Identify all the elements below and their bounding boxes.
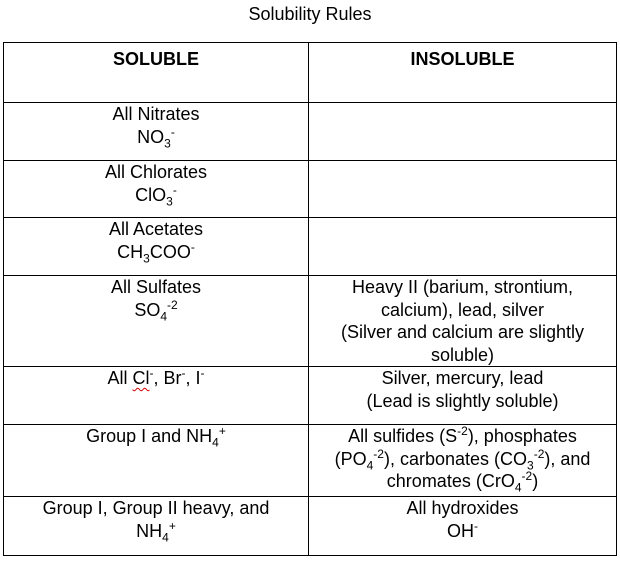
table-row (4, 218, 617, 276)
table-row (4, 161, 617, 218)
soluble-cell-nitrates (4, 103, 309, 161)
halides-insoluble-line: Silver, mercury, lead (381, 368, 544, 388)
insoluble-cell-group12 (309, 497, 617, 556)
soluble-cell-group12 (4, 497, 309, 556)
acetates-formula: $CH_3COO^-$ (117, 239, 195, 266)
chlorates-name: All Chlorates (104, 162, 208, 182)
nitrates-name: All Nitrates (112, 104, 200, 124)
halides-formula: All Cl-, Br-, I- (107, 366, 205, 388)
table-row (4, 103, 617, 161)
table-header-row (4, 43, 617, 103)
group12-insoluble-line: All hydroxides (406, 498, 519, 518)
sulfates-insoluble-line: Heavy II (barium, strontium, (351, 277, 574, 297)
soluble-cell-halides (4, 367, 309, 425)
soluble-cell-chlorates (4, 161, 309, 218)
table-row (4, 425, 617, 497)
insoluble-cell-nitrates (309, 103, 617, 161)
soluble-cell-group1 (4, 425, 309, 497)
soluble-cell-acetates (4, 218, 309, 276)
group1-insoluble-line: chromates (CrO$_4^{-2}$) (386, 469, 539, 495)
header-insoluble: INSOLUBLE (309, 43, 617, 103)
halides-insoluble-line: (Lead is slightly soluble) (366, 390, 559, 411)
group12-formula: $NH_4^+$ (136, 518, 176, 545)
hydroxide-formula: OH- (447, 518, 478, 541)
solubility-rules-table (3, 42, 617, 556)
insoluble-cell-sulfates (309, 276, 617, 367)
chlorates-formula: ClO$_3$- (135, 182, 177, 209)
spellcheck-underline: Cl (132, 368, 150, 388)
insoluble-cell-acetates (309, 218, 617, 276)
insoluble-cell-group1 (309, 425, 617, 497)
acetates-name: All Acetates (108, 219, 204, 239)
table-row (4, 367, 617, 425)
soluble-cell-sulfates (4, 276, 309, 367)
group12-line: Group I, Group II heavy, and (42, 498, 270, 518)
group1-insoluble-line: All sulfides $(S^{-2})$, phosphates (348, 424, 577, 446)
sulfates-insoluble-line: (Silver and calcium are slightly (340, 322, 585, 342)
nitrates-formula: $NO_3^-$ (137, 124, 175, 151)
insoluble-cell-halides (309, 367, 617, 425)
group1-insoluble-line: $(PO_4^{-2})$, carbonates $(CO_3^{-2})$, and (334, 446, 591, 473)
group1-text: Group I and $NH_4^+$ (86, 424, 226, 450)
sulfates-insoluble-line: soluble) (430, 344, 495, 365)
table-row (4, 276, 617, 367)
sulfates-formula: $SO_4^{-2}$ (134, 297, 178, 324)
sulfates-name: All Sulfates (110, 277, 202, 297)
table-row (4, 497, 617, 556)
sulfates-insoluble-line: calcium), lead, silver (380, 299, 545, 320)
insoluble-cell-chlorates (309, 161, 617, 218)
header-soluble: SOLUBLE (4, 43, 309, 103)
page-title: Solubility Rules (248, 4, 372, 24)
